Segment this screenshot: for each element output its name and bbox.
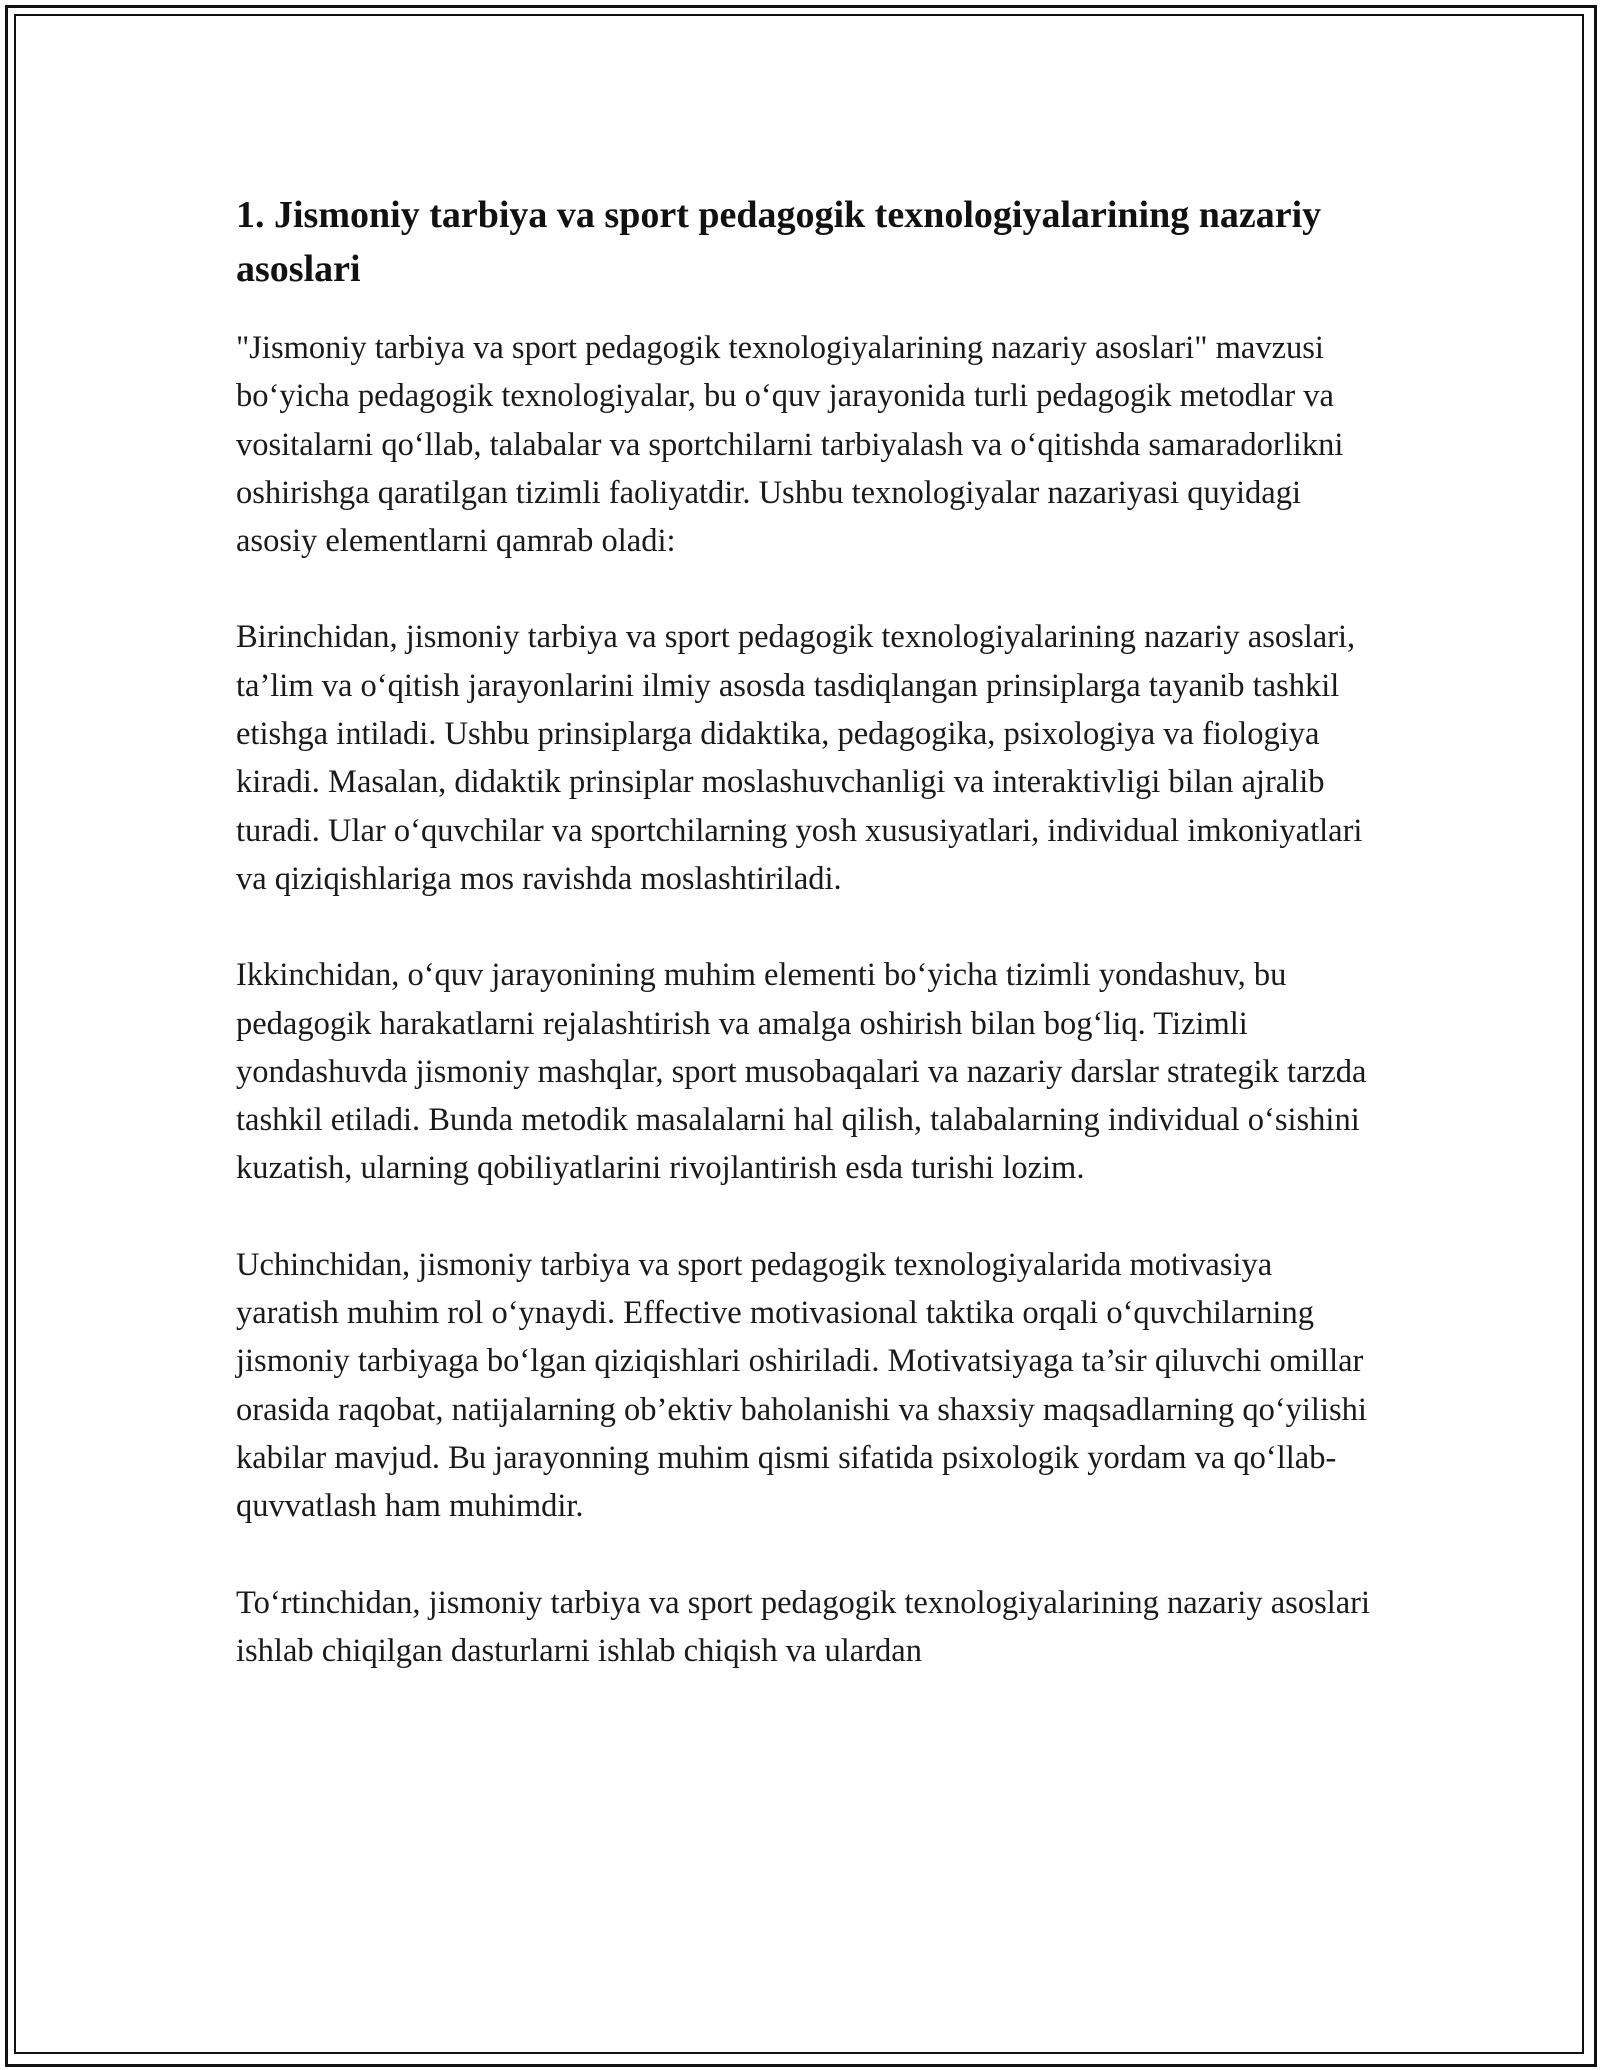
paragraph-intro: "Jismoniy tarbiya va sport pedagogik texnologiyalarining nazariy asoslari" mavzusi bo‘yicha pedagogik texnologiyalar, bu o‘quv jarayonida turli pedagogik metodlar va vositalarni qo‘llab, talabalar va sportchilarni tarbiyalash va o‘qitishda samaradorlikni oshirishga qaratilgan tizimli faoliyatdir. Ushbu texnologiyalar nazariyasi quyidagi asosiy elementlarni qamrab oladi:: [236, 330, 1344, 560]
section-heading: 1. Jismoniy tarbiya va sport pedagogik texnologiyalarining nazariy asoslari: [236, 194, 1322, 290]
document-body: [236, 188, 1376, 1723]
paragraph-fourth: To‘rtinchidan, jismoniy tarbiya va sport pedagogik texnologiyalarining nazariy asoslari ishlab chiqilgan dasturlarni ishlab chiqish va ulardan: [236, 1584, 1371, 1669]
paragraph-first: Birinchidan, jismoniy tarbiya va sport pedagogik texnologiyalarining nazariy asoslari, ta’lim va o‘qitish jarayonlarini ilmiy asosda tasdiqlangan prinsiplarga tayanib tashkil etishga intiladi. Ushbu prinsiplarga didaktika, pedagogika, psixologiya va fiologiya kiradi. Masalan, didaktik prinsiplar moslashuvchanligi va interaktivligi bilan ajralib turadi. Ular o‘quvchilar va sportchilarning yosh xususiyatlari, individual imkoniyatlari va qiziqishlariga mos ravishda moslashtiriladi.: [236, 619, 1363, 897]
paragraph-third: Uchinchidan, jismoniy tarbiya va sport pedagogik texnologiyalarida motivasiya yaratish muhim rol o‘ynaydi. Effective motivasional taktika orqali o‘quvchilarning jismoniy tarbiyaga bo‘lgan qiziqishlari oshiriladi. Motivatsiyaga ta’sir qiluvchi omillar orasida raqobat, natijalarning ob’ektiv baholanishi va shaxsiy maqsadlarning qo‘yilishi kabilar mavjud. Bu jarayonning muhim qismi sifatida psixologik yordam va qo‘llab-quvvatlash ham muhimdir.: [236, 1246, 1367, 1525]
paragraph-second: Ikkinchidan, o‘quv jarayonining muhim elementi bo‘yicha tizimli yondashuv, bu pedagogik harakatlarni rejalashtirish va amalga oshirish bilan bog‘liq. Tizimli yondashuvda jismoniy mashqlar, sport musobaqalari va nazariy darslar strategik tarzda tashkil etiladi. Bunda metodik masalalarni hal qilish, talabalarning individual o‘sishini kuzatish, ularning qobiliyatlarini rivojlantirish esda turishi lozim.: [236, 957, 1367, 1187]
